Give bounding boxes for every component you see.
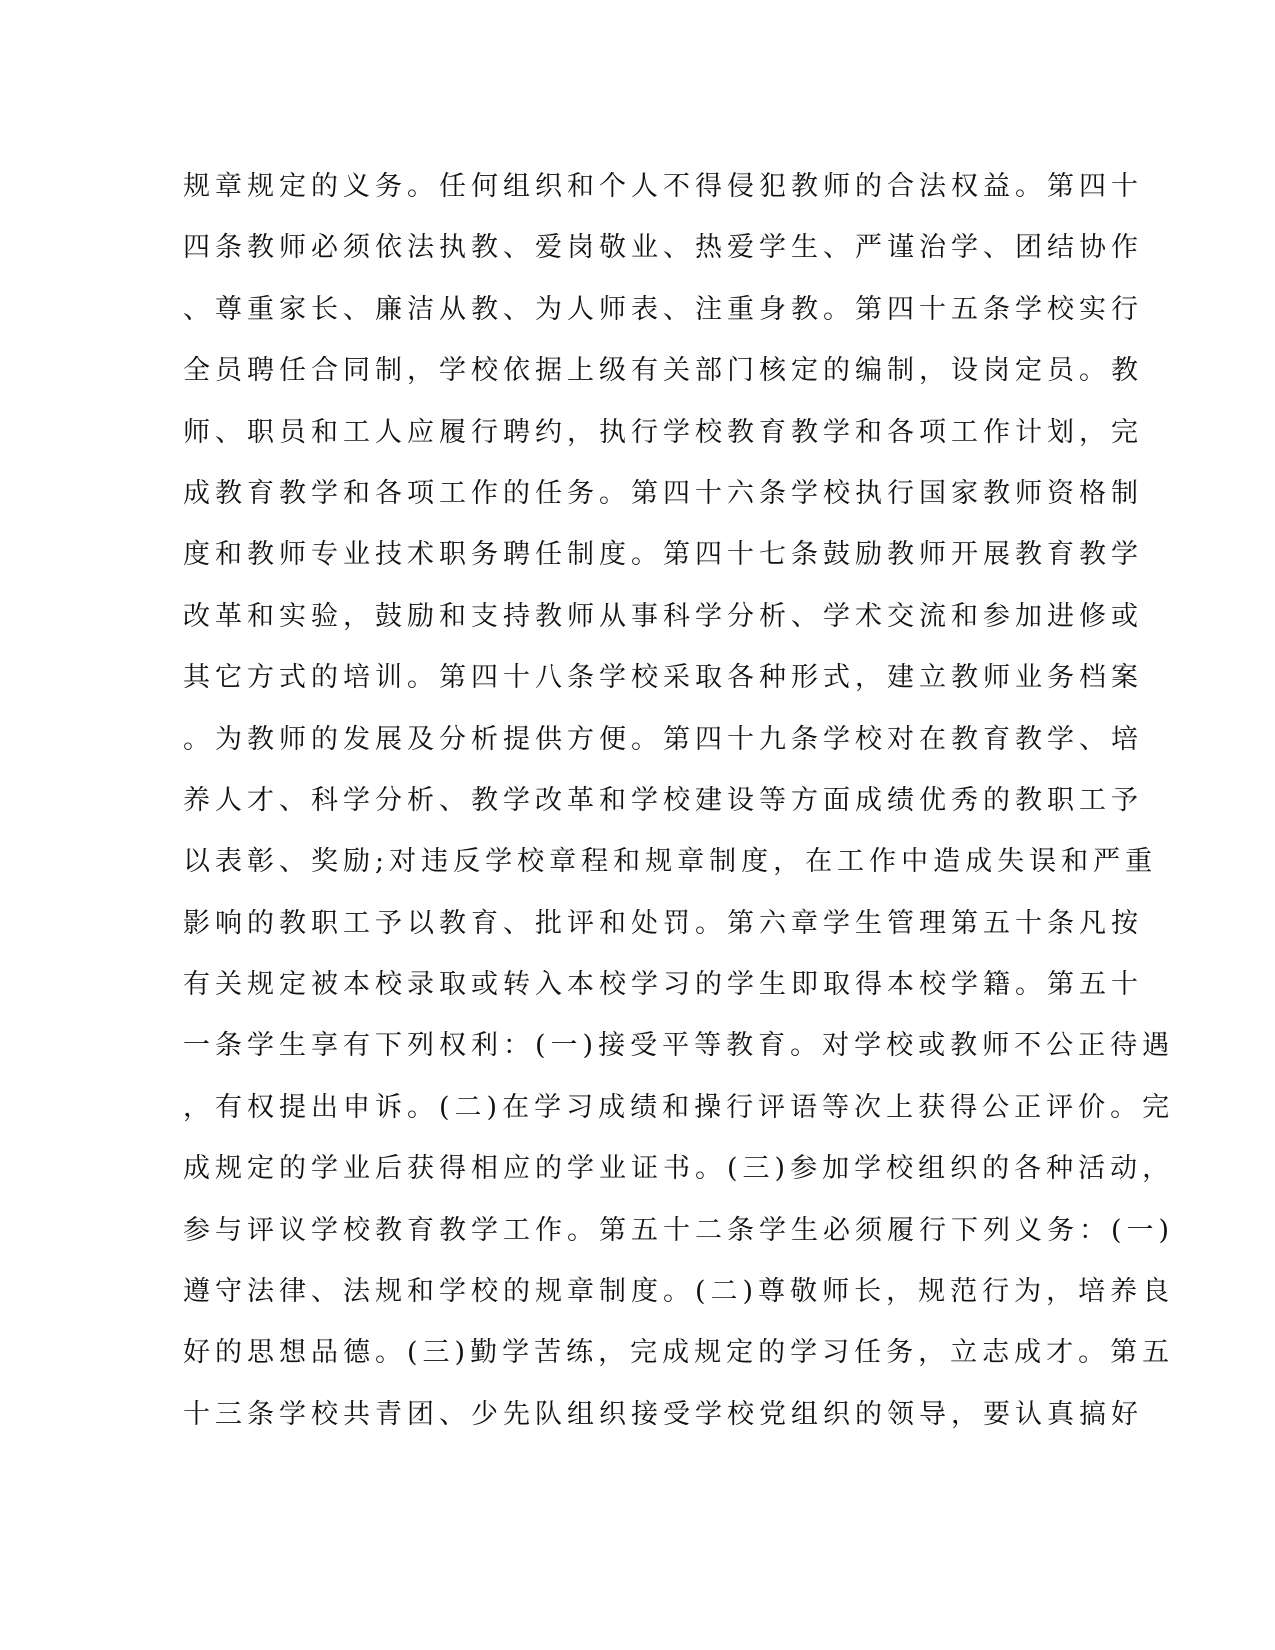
text-line: 。为教师的发展及分析提供方便。第四十九条学校对在教育教学、培 [183, 723, 1143, 755]
body-text [183, 156, 1175, 1445]
text-line: 其它方式的培训。第四十八条学校采取各种形式，建立教师业务档案 [183, 662, 1143, 694]
text-line: 参与评议学校教育教学工作。第五十二条学生必须履行下列义务：(一) [183, 1214, 1175, 1246]
text-line: 以表彰、奖励;对违反学校章程和规章制度，在工作中造成失误和严重 [183, 846, 1158, 878]
text-line: 十三条学校共青团、少先队组织接受学校党组织的领导，要认真搞好 [183, 1398, 1143, 1430]
text-line: 度和教师专业技术职务聘任制度。第四十七条鼓励教师开展教育教学 [183, 539, 1143, 571]
text-line: 好的思想品德。(三)勤学苦练，完成规定的学习任务，立志成才。第五 [183, 1337, 1175, 1369]
text-line: 改革和实验，鼓励和支持教师从事科学分析、学术交流和参加进修或 [183, 600, 1143, 632]
text-line: 成教育教学和各项工作的任务。第四十六条学校执行国家教师资格制 [183, 477, 1143, 509]
text-line: 有关规定被本校录取或转入本校学习的学生即取得本校学籍。第五十 [183, 969, 1143, 1001]
text-line: 四条教师必须依法执教、爱岗敬业、热爱学生、严谨治学、团结协作 [183, 232, 1143, 264]
text-line: 影响的教职工予以教育、批评和处罚。第六章学生管理第五十条凡按 [183, 907, 1143, 939]
text-line: 、尊重家长、廉洁从教、为人师表、注重身教。第四十五条学校实行 [183, 293, 1143, 325]
text-line: 养人才、科学分析、教学改革和学校建设等方面成绩优秀的教职工予 [183, 784, 1143, 816]
text-line: 师、职员和工人应履行聘约，执行学校教育教学和各项工作计划，完 [183, 416, 1143, 448]
text-line: 遵守法律、法规和学校的规章制度。(二)尊敬师长，规范行为，培养良 [183, 1276, 1175, 1308]
text-line: ，有权提出申诉。(二)在学习成绩和操行评语等次上获得公正评价。完 [183, 1091, 1175, 1123]
text-line: 一条学生享有下列权利：(一)接受平等教育。对学校或教师不公正待遇 [183, 1030, 1175, 1062]
text-line: 规章规定的义务。任何组织和个人不得侵犯教师的合法权益。第四十 [183, 171, 1143, 202]
text-line: 成规定的学业后获得相应的学业证书。(三)参加学校组织的各种活动， [183, 1153, 1175, 1185]
text-line: 全员聘任合同制，学校依据上级有关部门核定的编制，设岗定员。教 [183, 355, 1143, 387]
